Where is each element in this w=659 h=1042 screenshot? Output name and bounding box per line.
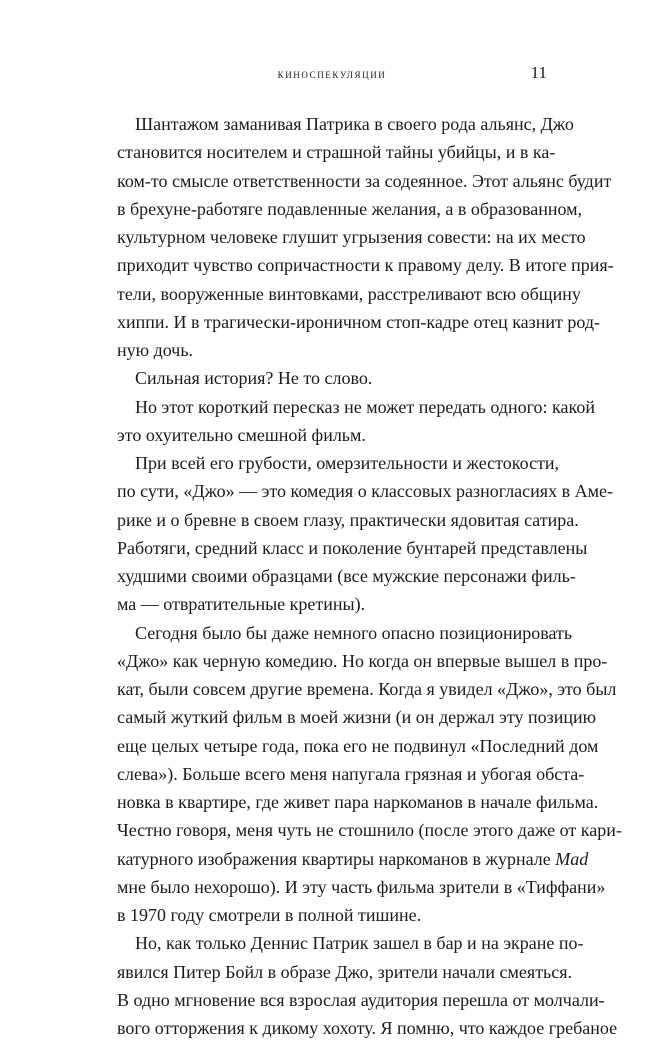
running-title: киноспекуляции — [277, 66, 387, 81]
text-line-content: вого отторжения к дикому хохоту. Я помню, что каждое гребаное — [117, 1018, 618, 1038]
text-line — [117, 110, 574, 138]
page-number: 11 — [530, 63, 547, 82]
text-line — [117, 308, 601, 336]
text-line — [117, 506, 579, 534]
text-line-content: в брехуне-работяге подавленные желания, а в образованном, — [117, 198, 583, 219]
text-line — [117, 393, 595, 421]
text-line — [117, 449, 560, 477]
text-line-content: Но, как только Деннис Патрик зашел в бар и на экране по- — [135, 933, 584, 954]
text-line-content: приходит чувство сопричастности к правому делу. В итоге прия- — [117, 255, 614, 276]
text-line-content: худшими своими образцами (все мужские персонажи филь- — [117, 566, 576, 586]
text-line — [117, 732, 599, 760]
text-line — [117, 929, 584, 957]
text-line — [117, 195, 583, 223]
text-line-content: Шантажом заманивая Патрика в своего рода альянс, Джо — [135, 114, 574, 134]
body-text — [117, 110, 622, 1042]
text-line-content: Сегодня было бы даже немного опасно позиционировать — [135, 622, 573, 643]
text-line-content: тели, вооруженные винтовками, расстреливают всю общину — [117, 283, 581, 304]
text-line — [117, 845, 589, 873]
text-line — [117, 534, 588, 562]
text-line-content: В одно мгновение вся взрослая аудитория перешла от молчали- — [117, 989, 605, 1010]
text-line-content: Сильная история? Не то слово. — [135, 368, 373, 389]
text-line-content: «Джо» как черную комедию. Но когда он впервые вышел в про- — [117, 650, 608, 671]
text-line — [117, 562, 576, 590]
text-line-content: рике и о бревне в своем глазу, практически ядовитая сатира. — [117, 509, 579, 530]
text-line — [117, 816, 622, 844]
text-line — [117, 167, 612, 195]
text-line-content: кат, были совсем другие времена. Когда я увидел «Джо», это был — [117, 679, 617, 699]
text-line-content: это охуительно смешной фильм. — [117, 424, 366, 445]
text-line-content: еще целых четыре года, пока его не подвинул «Последний дом — [117, 735, 599, 756]
text-line-content: катурного изображения квартиры наркоманов в журнале — [117, 848, 551, 869]
text-line-content: Честно говоря, меня чуть не стошнило (после этого даже от кари- — [117, 820, 622, 841]
text-line-content: Но этот короткий пересказ не может передать одного: какой — [135, 396, 595, 417]
text-line-content: хиппи. И в трагически-ироничном стоп-кадре отец казнит род- — [117, 311, 601, 332]
text-line — [117, 619, 573, 647]
text-line — [117, 251, 614, 279]
text-line — [117, 703, 597, 731]
text-line-content: Работяги, средний класс и поколение бунтарей представлены — [117, 537, 588, 558]
text-line — [117, 336, 548, 364]
text-line — [117, 364, 548, 392]
text-line-content: При всей его грубости, омерзительности и жестокости, — [135, 453, 560, 473]
text-line — [117, 138, 556, 166]
running-head — [117, 63, 547, 87]
text-line-content: мне было нехорошо). И эту часть фильма зрители в «Тиффани» — [117, 876, 606, 897]
text-line-content: в 1970 году смотрели в полной тишине. — [117, 905, 422, 925]
text-line — [117, 760, 585, 788]
italic-title: Mad — [555, 848, 589, 869]
text-line-content: слева»). Больше всего меня напугала грязная и убогая обста- — [117, 763, 585, 784]
text-line — [117, 421, 548, 449]
text-line-content: ма — отвратительные кретины). — [117, 594, 366, 615]
text-line — [117, 647, 608, 675]
text-line-content: ную дочь. — [117, 340, 194, 360]
text-line-content: самый жуткий фильм в моей жизни (и он держал эту позицию — [117, 707, 597, 728]
text-line-content: становится носителем и страшной тайны убийцы, и в ка- — [117, 142, 556, 163]
text-line — [117, 901, 548, 929]
text-line — [117, 873, 606, 901]
text-line — [117, 958, 573, 986]
text-line-content: новка в квартире, где живет пара наркоманов в начале фильма. — [117, 792, 599, 812]
text-line-content: по сути, «Джо» — это комедия о классовых разногласиях в Аме- — [117, 481, 613, 502]
text-line — [117, 675, 617, 703]
text-line — [117, 280, 581, 308]
text-line-content: ком-то смысле ответственности за содеянное. Этот альянс будит — [117, 170, 612, 191]
text-line — [117, 590, 548, 618]
text-line — [117, 788, 599, 816]
text-line-content: явился Питер Бойл в образе Джо, зрители начали смеяться. — [117, 961, 573, 982]
text-line-content: культурном человеке глушит угрызения совести: на их место — [117, 227, 586, 247]
text-line — [117, 1014, 618, 1042]
text-line — [117, 477, 613, 505]
text-line — [117, 223, 586, 251]
